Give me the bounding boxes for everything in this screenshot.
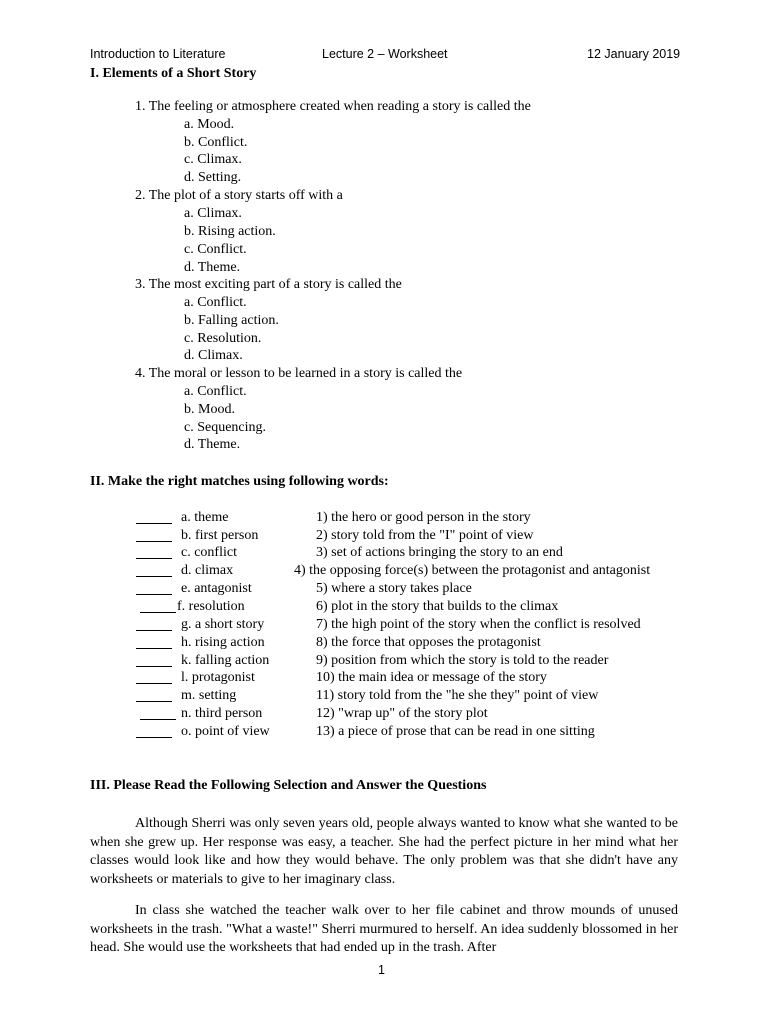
question-4-option-d: d. Theme. (184, 437, 241, 452)
match-term: h. rising action (181, 635, 265, 650)
match-definition: 4) the opposing force(s) between the protagonist and antagonist (294, 563, 651, 578)
match-row (0, 670, 768, 688)
question-2-option-d: d. Theme. (184, 260, 241, 275)
question-1-option-c: c. Climax. (184, 152, 242, 167)
match-term: e. antagonist (181, 581, 252, 596)
section2-title: II. Make the right matches using following words: (90, 474, 389, 489)
header-lecture: Lecture 2 – Worksheet (322, 47, 448, 61)
passage-paragraph-1: Although Sherri was only seven years old, people always wanted to know what she wanted to be when she grew up. Her response was easy, a teacher. She had the perfect picture in her mind what her classes would look like and how they would behave. The only problem was that she didn't have any worksheets or materials to give to her imaginary class. (90, 816, 678, 887)
match-row (0, 599, 768, 617)
answer-blank[interactable] (136, 581, 172, 595)
match-row (0, 706, 768, 724)
header-course: Introduction to Literature (90, 47, 226, 61)
match-definition: 6) plot in the story that builds to the climax (316, 599, 559, 614)
passage-paragraph-2: In class she watched the teacher walk over to her file cabinet and throw mounds of unused worksheets in the trash. "What a waste!" Sherri murmured to herself. An idea suddenly blossomed in her head. She would use the worksheets that had ended up in the trash. After (90, 903, 678, 955)
match-row (0, 510, 768, 528)
match-definition: 1) the hero or good person in the story (316, 510, 531, 525)
question-1-option-d: d. Setting. (184, 170, 242, 185)
match-term: g. a short story (181, 617, 265, 632)
question-2-option-a: a. Climax. (184, 206, 242, 221)
answer-blank[interactable] (136, 528, 172, 542)
question-3-option-c: c. Resolution. (184, 331, 262, 346)
page-number: 1 (378, 963, 385, 977)
match-row (0, 581, 768, 599)
match-definition: 5) where a story takes place (316, 581, 472, 596)
answer-blank[interactable] (136, 688, 172, 702)
answer-blank[interactable] (136, 724, 172, 738)
match-term: m. setting (181, 688, 237, 703)
match-definition: 13) a piece of prose that can be read in one sitting (316, 724, 595, 739)
match-definition: 2) story told from the "I" point of view (316, 528, 534, 543)
match-term: b. first person (181, 528, 259, 543)
match-term: f. resolution (177, 599, 245, 614)
question-2-option-b: b. Rising action. (184, 224, 276, 239)
answer-blank[interactable] (136, 653, 172, 667)
match-definition: 10) the main idea or message of the story (316, 670, 547, 685)
question-3-option-d: d. Climax. (184, 348, 243, 363)
match-row (0, 635, 768, 653)
match-definition: 9) position from which the story is told to the reader (316, 653, 609, 668)
question-1: 1. The feeling or atmosphere created when reading a story is called the (135, 99, 531, 114)
question-2-option-c: c. Conflict. (184, 242, 247, 257)
match-row (0, 528, 768, 546)
question-3: 3. The most exciting part of a story is called the (135, 277, 402, 292)
match-row (0, 653, 768, 671)
match-row (0, 688, 768, 706)
question-4-option-b: b. Mood. (184, 402, 235, 417)
answer-blank[interactable] (140, 706, 176, 720)
question-2: 2. The plot of a story starts off with a (135, 188, 343, 203)
match-row (0, 563, 768, 581)
match-row (0, 545, 768, 563)
section1-title: I. Elements of a Short Story (90, 66, 257, 81)
section3-title: III. Please Read the Following Selection and Answer the Questions (90, 778, 487, 793)
match-term: o. point of view (181, 724, 270, 739)
header-date: 12 January 2019 (587, 47, 681, 61)
question-4-option-a: a. Conflict. (184, 384, 247, 399)
answer-blank[interactable] (136, 635, 172, 649)
match-term: a. theme (181, 510, 229, 525)
match-term: k. falling action (181, 653, 270, 668)
match-term: l. protagonist (181, 670, 255, 685)
answer-blank[interactable] (136, 563, 172, 577)
question-3-option-b: b. Falling action. (184, 313, 279, 328)
match-definition: 12) "wrap up" of the story plot (316, 706, 488, 721)
match-term: n. third person (181, 706, 263, 721)
answer-blank[interactable] (136, 510, 172, 524)
match-definition: 8) the force that opposes the protagonist (316, 635, 541, 650)
match-definition: 3) set of actions bringing the story to an end (316, 545, 563, 560)
match-row (0, 617, 768, 635)
answer-blank[interactable] (140, 599, 176, 613)
match-definition: 7) the high point of the story when the conflict is resolved (316, 617, 641, 632)
question-4-option-c: c. Sequencing. (184, 420, 267, 435)
match-definition: 11) story told from the "he she they" point of view (316, 688, 599, 703)
answer-blank[interactable] (136, 617, 172, 631)
answer-blank[interactable] (136, 545, 172, 559)
match-term: d. climax (181, 563, 234, 578)
match-row (0, 724, 768, 742)
question-1-option-a: a. Mood. (184, 117, 235, 132)
question-3-option-a: a. Conflict. (184, 295, 247, 310)
question-1-option-b: b. Conflict. (184, 135, 248, 150)
question-4: 4. The moral or lesson to be learned in a story is called the (135, 366, 463, 381)
match-term: c. conflict (181, 545, 237, 560)
answer-blank[interactable] (136, 670, 172, 684)
